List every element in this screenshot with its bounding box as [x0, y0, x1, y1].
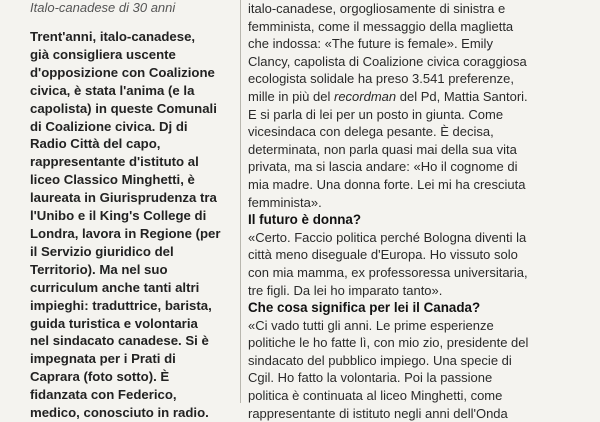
bio-line: impieghi: traduttrice, barista,: [30, 297, 212, 313]
bio-line: laureata in Giurisprudenza tra: [30, 190, 217, 206]
intro-line: che indossa: «The future is female». Emily: [248, 36, 493, 52]
answer-line: politica è continuata al liceo Minghetti, come: [248, 388, 503, 404]
recordman-word: recordman: [334, 88, 397, 104]
answer-line: «Certo. Faccio politica perché Bologna diventi la: [248, 229, 527, 245]
bio-line: Trent'anni, italo-canadese,: [30, 29, 196, 44]
bio-line: già consigliera uscente: [30, 46, 176, 62]
answer-line: tre figli. Da lei ho imparato tanto».: [248, 282, 443, 298]
intro-line: privata, ma si lascia andare: «Ho il cognome di: [248, 159, 518, 175]
bio-line: Territorio). Ma nel suo: [30, 261, 168, 277]
answer-line: politiche le ho fatte lì, con mio zio, presidente del: [248, 335, 529, 351]
bio-line: curriculum anche tanti altri: [30, 279, 200, 295]
bio-line: impegnata per i Prati di: [30, 351, 176, 367]
answer-line: «Ci vado tutti gli anni. Le prime esperienze: [248, 317, 494, 333]
bio-line: rappresentante d'istituto al: [30, 154, 199, 170]
bio-line: di Coalizione civica. Dj di: [30, 118, 188, 134]
question-1: Il futuro è donna?: [248, 212, 362, 228]
answer-line: con mia mamma, ex professoressa universitaria,: [248, 264, 528, 280]
bio-line: Londra, lavora in Regione (per: [30, 225, 221, 241]
article-intro: [248, 0, 588, 211]
intro-line: femminista, come il messaggio della maglietta: [248, 18, 514, 34]
intro-line: determinata, non parla quasi mai della sua vita: [248, 141, 517, 157]
bio-line: il Servizio giuridico del: [30, 243, 174, 259]
intro-line: femminista».: [248, 194, 322, 210]
answer-line: città meno diseguale d'Europa. Ho vissuto solo: [248, 247, 518, 263]
intro-line: mille in più del recordman del Pd, Mattia Santori.: [248, 88, 528, 104]
bio-line: d'opposizione con Coalizione: [30, 64, 215, 80]
bio-line: guida turistica e volontaria: [30, 315, 198, 331]
intro-line: Clancy, capolista di Coalizione civica coraggiosa: [248, 53, 527, 69]
bio-line: capolista) in queste Comunali: [30, 100, 217, 116]
article-body: [248, 0, 588, 422]
profile-bio: [30, 28, 235, 422]
bio-line: nel sindacato canadese. Si è: [30, 333, 209, 349]
profile-subtitle: Italo-canadese di 30 anni: [30, 0, 176, 15]
answer-line: rappresentante di istituto negli anni dell'Onda: [248, 405, 508, 421]
bio-line: Caprara (foto sotto). È: [30, 369, 170, 385]
intro-line: E si parla di lei per un posto in giunta. Come: [248, 106, 504, 122]
intro-line: vicesindaca con delega pesante. È decisa,: [248, 124, 494, 140]
intro-line: mia madre. Una donna forte. Lei mi ha cresciuta: [248, 176, 526, 192]
column-divider: [240, 0, 241, 403]
bio-line: civica, è stata l'anima (e la: [30, 82, 195, 98]
bio-line: l'Unibo e il King's College di: [30, 208, 207, 224]
answer-1: [248, 229, 588, 299]
bio-line: liceo Classico Minghetti, è: [30, 172, 195, 188]
answer-line: Cgil. Ho fatto la volontaria. Poi la passione: [248, 370, 493, 386]
answer-2: [248, 317, 588, 422]
bio-line: medico, conosciuto in radio.: [30, 405, 209, 421]
bio-line: Radio Città del capo,: [30, 136, 161, 152]
bio-line: fidanzata con Federico,: [30, 387, 177, 403]
question-2: Che cosa significa per lei il Canada?: [248, 300, 481, 316]
intro-line: ecologista solidale ha preso 3.541 preferenze,: [248, 71, 514, 87]
intro-line: italo-canadese, orgogliosamente di sinistra e: [248, 1, 506, 16]
answer-line: sindacato del pubblico impiego. Una specie di: [248, 352, 512, 368]
